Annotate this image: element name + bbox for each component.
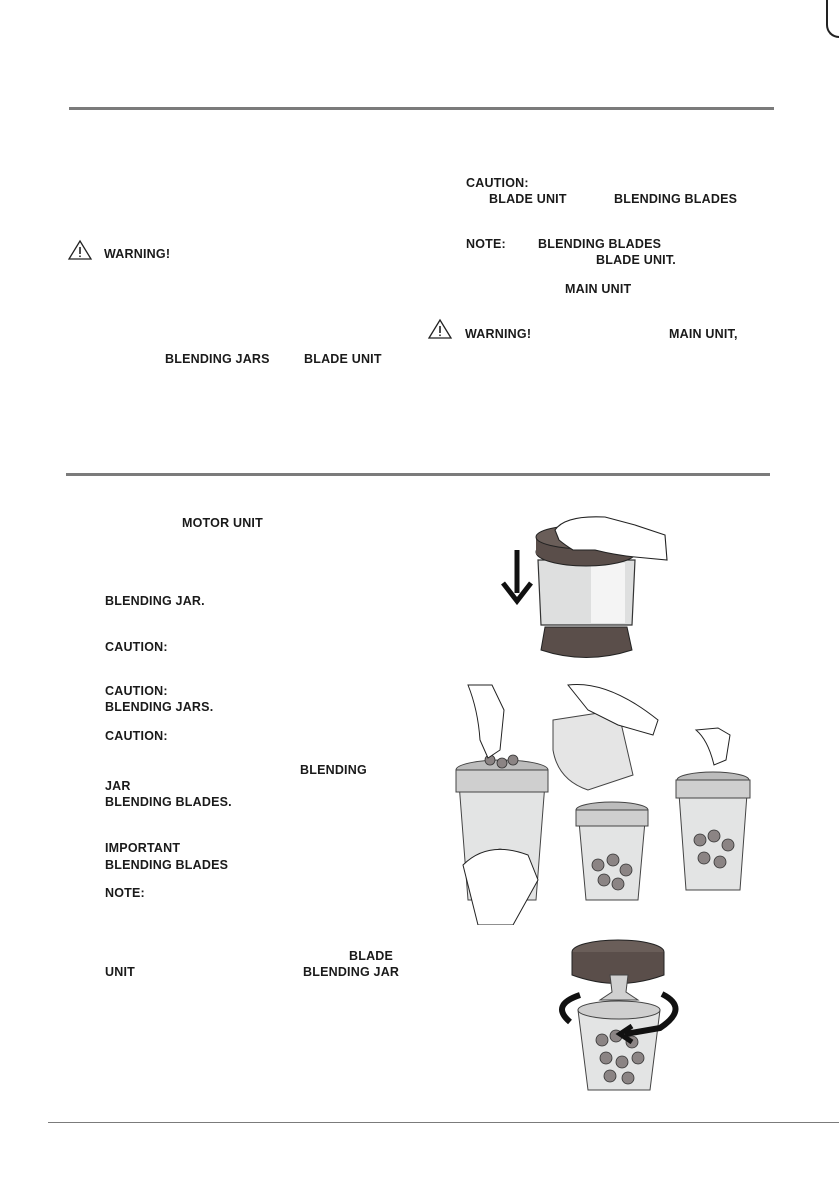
important-blades-label: BLENDING BLADES: [105, 858, 229, 872]
blending-jars-label: BLENDING JARS: [165, 352, 270, 366]
motor-unit-illustration: [495, 505, 675, 670]
unit-label: UNIT: [105, 965, 135, 979]
footer-rule: [48, 1122, 839, 1123]
blending-jar-label: BLENDING JAR.: [105, 594, 205, 608]
blending-blades-label: BLENDING BLADES.: [105, 795, 232, 809]
note-label-bottom: NOTE:: [105, 886, 145, 900]
middle-section-rule: [66, 473, 770, 476]
down-arrow-icon: [503, 550, 531, 601]
caution-blade-unit: BLADE UNIT: [489, 192, 567, 206]
top-section-rule: [69, 107, 774, 110]
caution-label-2: CAUTION:: [105, 684, 168, 698]
blade-unit-label: BLADE UNIT: [304, 352, 382, 366]
warning-triangle-icon: [67, 239, 93, 261]
caution-label-1: CAUTION:: [105, 640, 168, 654]
important-label: IMPORTANT: [105, 841, 181, 855]
blade-label: BLADE: [349, 949, 394, 963]
main-unit-label: MAIN UNIT: [565, 282, 632, 296]
blending-label: BLENDING: [300, 763, 367, 777]
warning-label: WARNING!: [104, 247, 171, 261]
caution-blending-blades: BLENDING BLADES: [614, 192, 738, 206]
blending-jar-label-2: BLENDING JAR: [303, 965, 400, 979]
page-corner-mark: [826, 0, 839, 38]
note-label: NOTE:: [466, 237, 506, 251]
blade-unit-twist-illustration: [550, 930, 690, 1100]
note-blade-unit: BLADE UNIT.: [596, 253, 676, 267]
warning-triangle-icon: [427, 318, 453, 340]
warning-label-right: WARNING!: [465, 327, 532, 341]
motor-unit-label: MOTOR UNIT: [182, 516, 263, 530]
blending-jars-label-2: BLENDING JARS.: [105, 700, 214, 714]
caution-label-3: CAUTION:: [105, 729, 168, 743]
filling-jars-illustration: [418, 680, 758, 925]
caution-label: CAUTION:: [466, 176, 529, 190]
jar-label: JAR: [105, 779, 131, 793]
note-blending-blades: BLENDING BLADES: [538, 237, 662, 251]
warning-main-unit: MAIN UNIT,: [669, 327, 738, 341]
